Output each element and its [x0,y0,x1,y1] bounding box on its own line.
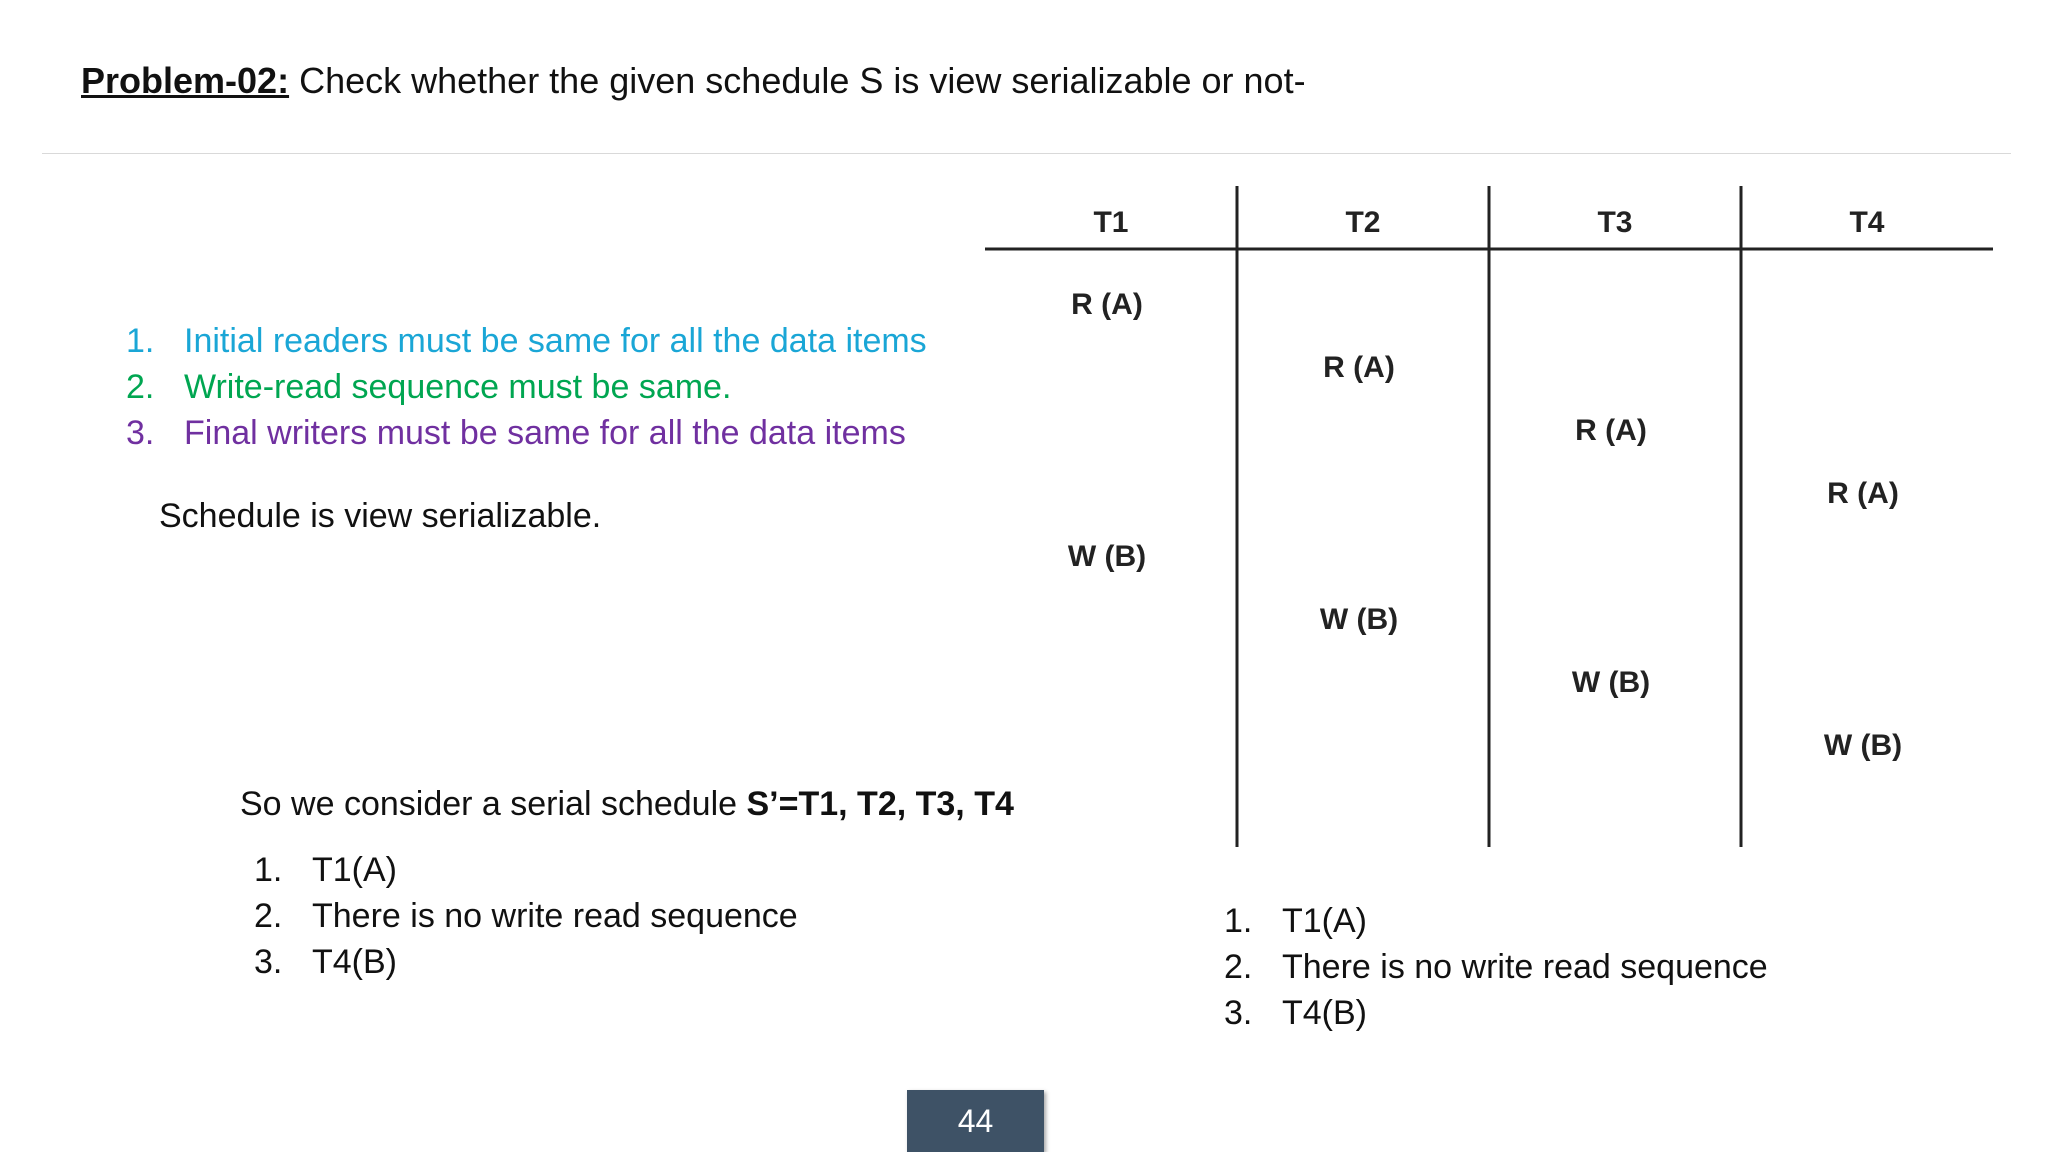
list-item: 1. T1(A) [1224,902,1367,940]
schedule-operation: W (B) [1067,540,1147,573]
column-header-t3: T3 [1597,206,1633,239]
schedule-operation: R (A) [1827,477,1899,510]
column-header-t1: T1 [1093,206,1129,239]
page-number: 44 [907,1090,1044,1152]
serial-schedule-statement: So we consider a serial schedule S’=T1, T2, T3, T4 [240,785,1014,823]
schedule-operation: R (A) [1071,288,1143,321]
criterion-initial-readers: 1. Initial readers must be same for all the data items [126,322,927,360]
schedule-operation: W (B) [1823,729,1903,762]
conclusion-text: Schedule is view serializable. [159,497,602,535]
column-header-t2: T2 [1345,206,1381,239]
list-item: 3. T4(B) [1224,994,1367,1032]
criterion-write-read: 2. Write-read sequence must be same. [126,368,732,406]
problem-label: Problem-02: [81,60,290,101]
serial-schedule-value: S’=T1, T2, T3, T4 [746,785,1014,823]
schedule-operation: R (A) [1323,351,1395,384]
list-item: 2. There is no write read sequence [254,897,798,935]
list-item: 3. T4(B) [254,943,397,981]
list-item: 2. There is no write read sequence [1224,948,1768,986]
schedule-operation: W (B) [1571,666,1651,699]
schedule-operation: W (B) [1319,603,1399,636]
list-item: 1. T1(A) [254,851,397,889]
column-header-t4: T4 [1849,206,1885,239]
criterion-final-writers: 3. Final writers must be same for all the data items [126,414,906,452]
schedule-operation: R (A) [1575,414,1647,447]
problem-text: Check whether the given schedule S is view serializable or not- [289,60,1306,101]
